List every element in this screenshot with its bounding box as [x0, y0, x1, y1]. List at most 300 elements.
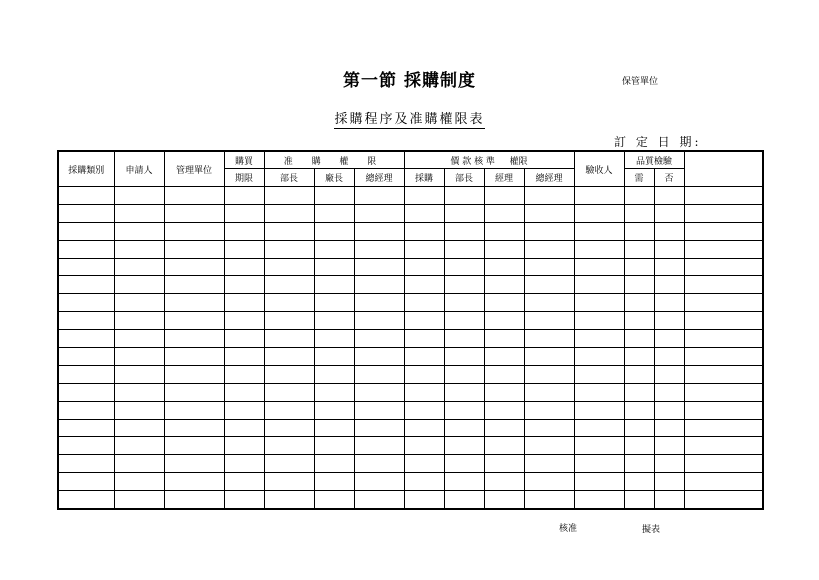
table-cell[interactable] — [524, 455, 574, 473]
table-cell[interactable] — [654, 401, 684, 419]
table-cell[interactable] — [164, 455, 224, 473]
table-cell[interactable] — [224, 437, 264, 455]
table-cell[interactable] — [524, 276, 574, 294]
table-cell[interactable] — [684, 330, 763, 348]
table-row — [58, 348, 763, 366]
table-cell[interactable] — [314, 240, 354, 258]
header-price-approval: 價 款 核 準 權限 — [404, 151, 574, 169]
table-cell[interactable] — [574, 240, 624, 258]
table-cell[interactable] — [524, 294, 574, 312]
table-cell[interactable] — [624, 258, 654, 276]
table-cell[interactable] — [58, 312, 114, 330]
table-cell[interactable] — [224, 240, 264, 258]
table-row — [58, 258, 763, 276]
table-cell[interactable] — [484, 491, 524, 509]
table-cell[interactable] — [654, 240, 684, 258]
table-cell[interactable] — [654, 383, 684, 401]
table-row — [58, 240, 763, 258]
table-row — [58, 312, 763, 330]
table-cell[interactable] — [574, 383, 624, 401]
table-cell[interactable] — [224, 294, 264, 312]
table-cell[interactable] — [684, 365, 763, 383]
table-cell[interactable] — [314, 258, 354, 276]
table-cell[interactable] — [164, 187, 224, 205]
table-cell[interactable] — [484, 348, 524, 366]
table-cell[interactable] — [624, 240, 654, 258]
table-cell[interactable] — [224, 312, 264, 330]
table-cell[interactable] — [684, 187, 763, 205]
table-cell[interactable] — [574, 419, 624, 437]
table-row — [58, 473, 763, 491]
table-cell[interactable] — [524, 437, 574, 455]
table-cell[interactable] — [224, 330, 264, 348]
table-cell[interactable] — [264, 258, 314, 276]
table-cell[interactable] — [314, 383, 354, 401]
table-cell[interactable] — [484, 383, 524, 401]
table-cell[interactable] — [314, 473, 354, 491]
table-cell[interactable] — [684, 222, 763, 240]
table-cell[interactable] — [224, 204, 264, 222]
table-cell[interactable] — [224, 383, 264, 401]
table-cell[interactable] — [354, 187, 404, 205]
table-cell[interactable] — [654, 258, 684, 276]
table-cell[interactable] — [114, 437, 164, 455]
table-cell[interactable] — [224, 491, 264, 509]
table-cell[interactable] — [58, 437, 114, 455]
table-cell[interactable] — [684, 437, 763, 455]
table-cell[interactable] — [114, 204, 164, 222]
table-cell[interactable] — [354, 312, 404, 330]
table-cell[interactable] — [164, 312, 224, 330]
table-cell[interactable] — [654, 437, 684, 455]
header-purchase-period-top: 購買 — [224, 151, 264, 169]
table-cell[interactable] — [354, 240, 404, 258]
header-price-sub: 總經理 — [524, 169, 574, 187]
table-cell[interactable] — [624, 312, 654, 330]
table-cell[interactable] — [314, 419, 354, 437]
table-cell[interactable] — [484, 473, 524, 491]
table-cell[interactable] — [404, 491, 444, 509]
table-cell[interactable] — [264, 419, 314, 437]
table-cell[interactable] — [404, 187, 444, 205]
table-cell[interactable] — [524, 240, 574, 258]
table-cell[interactable] — [164, 401, 224, 419]
table-cell[interactable] — [354, 330, 404, 348]
table-cell[interactable] — [264, 294, 314, 312]
table-cell[interactable] — [524, 419, 574, 437]
table-row — [58, 330, 763, 348]
table-cell[interactable] — [314, 312, 354, 330]
table-cell[interactable] — [624, 419, 654, 437]
table-cell[interactable] — [354, 419, 404, 437]
table-cell[interactable] — [654, 312, 684, 330]
table-cell[interactable] — [264, 365, 314, 383]
table-cell[interactable] — [484, 312, 524, 330]
table-cell[interactable] — [58, 240, 114, 258]
table-cell[interactable] — [224, 365, 264, 383]
table-cell[interactable] — [684, 383, 763, 401]
custodian-label: 保管單位 — [622, 77, 659, 87]
table-cell[interactable] — [574, 276, 624, 294]
table-cell[interactable] — [404, 312, 444, 330]
table-cell[interactable] — [684, 419, 763, 437]
header-managing-unit: 管理單位 — [164, 151, 224, 187]
table-cell[interactable] — [354, 348, 404, 366]
table-cell[interactable] — [574, 473, 624, 491]
table-cell[interactable] — [164, 330, 224, 348]
table-cell[interactable] — [444, 204, 484, 222]
table-cell[interactable] — [624, 222, 654, 240]
table-cell[interactable] — [58, 204, 114, 222]
table-cell[interactable] — [574, 258, 624, 276]
table-cell[interactable] — [684, 294, 763, 312]
table-cell[interactable] — [654, 187, 684, 205]
table-cell[interactable] — [654, 222, 684, 240]
table-cell[interactable] — [404, 276, 444, 294]
table-cell[interactable] — [624, 204, 654, 222]
table-cell[interactable] — [574, 491, 624, 509]
table-cell[interactable] — [404, 401, 444, 419]
table-cell[interactable] — [354, 383, 404, 401]
table-cell[interactable] — [164, 419, 224, 437]
table-cell[interactable] — [484, 258, 524, 276]
table-cell[interactable] — [624, 365, 654, 383]
table-cell[interactable] — [58, 222, 114, 240]
table-cell[interactable] — [654, 491, 684, 509]
table-cell[interactable] — [404, 348, 444, 366]
header-approval-sub: 廠長 — [314, 169, 354, 187]
table-cell[interactable] — [354, 473, 404, 491]
table-cell[interactable] — [354, 365, 404, 383]
table-cell[interactable] — [624, 473, 654, 491]
table-cell[interactable] — [624, 383, 654, 401]
table-cell[interactable] — [574, 437, 624, 455]
table-cell[interactable] — [264, 312, 314, 330]
table-cell[interactable] — [314, 437, 354, 455]
procurement-authority-table — [57, 150, 764, 510]
table-cell[interactable] — [114, 455, 164, 473]
table-cell[interactable] — [624, 437, 654, 455]
table-cell[interactable] — [684, 258, 763, 276]
table-cell[interactable] — [574, 365, 624, 383]
table-cell[interactable] — [58, 419, 114, 437]
table-cell[interactable] — [684, 204, 763, 222]
table-cell[interactable] — [524, 258, 574, 276]
table-cell[interactable] — [444, 330, 484, 348]
table-cell[interactable] — [314, 491, 354, 509]
table-cell[interactable] — [444, 294, 484, 312]
table-cell[interactable] — [314, 348, 354, 366]
table-cell[interactable] — [654, 276, 684, 294]
table-cell[interactable] — [114, 401, 164, 419]
table-cell[interactable] — [114, 491, 164, 509]
header-qc-sub: 需 — [624, 169, 654, 187]
table-cell[interactable] — [484, 330, 524, 348]
table-cell[interactable] — [164, 437, 224, 455]
table-cell[interactable] — [444, 240, 484, 258]
table-cell[interactable] — [684, 473, 763, 491]
table-cell[interactable] — [58, 365, 114, 383]
table-cell[interactable] — [314, 187, 354, 205]
table-cell[interactable] — [484, 419, 524, 437]
table-cell[interactable] — [58, 491, 114, 509]
table-cell[interactable] — [404, 258, 444, 276]
table-cell[interactable] — [524, 491, 574, 509]
header-approval-authority: 准 購 權 限 — [264, 151, 404, 169]
table-cell[interactable] — [354, 455, 404, 473]
table-cell[interactable] — [624, 348, 654, 366]
table-cell[interactable] — [524, 401, 574, 419]
table-cell[interactable] — [58, 294, 114, 312]
table-cell[interactable] — [58, 187, 114, 205]
table-row — [58, 455, 763, 473]
table-cell[interactable] — [524, 187, 574, 205]
table-cell[interactable] — [684, 312, 763, 330]
table-cell[interactable] — [484, 204, 524, 222]
table-cell[interactable] — [264, 473, 314, 491]
table-cell[interactable] — [444, 473, 484, 491]
table-cell[interactable] — [354, 276, 404, 294]
table-cell[interactable] — [224, 473, 264, 491]
table-cell[interactable] — [114, 240, 164, 258]
header-price-sub: 部長 — [444, 169, 484, 187]
table-cell[interactable] — [164, 222, 224, 240]
table-cell[interactable] — [444, 258, 484, 276]
table-cell[interactable] — [114, 258, 164, 276]
table-cell[interactable] — [654, 348, 684, 366]
table-cell[interactable] — [624, 276, 654, 294]
table-cell[interactable] — [524, 348, 574, 366]
table-cell[interactable] — [624, 294, 654, 312]
table-cell[interactable] — [58, 276, 114, 294]
table-cell[interactable] — [574, 294, 624, 312]
table-cell[interactable] — [114, 187, 164, 205]
table-cell[interactable] — [224, 276, 264, 294]
table-cell[interactable] — [484, 294, 524, 312]
table-cell[interactable] — [164, 204, 224, 222]
table-cell[interactable] — [114, 294, 164, 312]
table-cell[interactable] — [444, 455, 484, 473]
table-cell[interactable] — [524, 204, 574, 222]
table-cell[interactable] — [58, 473, 114, 491]
table-cell[interactable] — [654, 204, 684, 222]
table-row — [58, 204, 763, 222]
table-cell[interactable] — [484, 240, 524, 258]
table-cell[interactable] — [684, 455, 763, 473]
table-cell[interactable] — [264, 455, 314, 473]
table-cell[interactable] — [264, 401, 314, 419]
table-cell[interactable] — [314, 330, 354, 348]
table-cell[interactable] — [354, 204, 404, 222]
table-cell[interactable] — [404, 222, 444, 240]
table-cell[interactable] — [114, 222, 164, 240]
table-cell[interactable] — [684, 401, 763, 419]
table-cell[interactable] — [574, 330, 624, 348]
table-cell[interactable] — [58, 330, 114, 348]
table-cell[interactable] — [524, 222, 574, 240]
table-cell[interactable] — [264, 491, 314, 509]
table-cell[interactable] — [444, 401, 484, 419]
table-cell[interactable] — [264, 437, 314, 455]
table-cell[interactable] — [164, 294, 224, 312]
table-cell[interactable] — [264, 383, 314, 401]
table-cell[interactable] — [444, 419, 484, 437]
table-cell[interactable] — [224, 187, 264, 205]
table-cell[interactable] — [444, 187, 484, 205]
table-cell[interactable] — [484, 187, 524, 205]
table-cell[interactable] — [114, 330, 164, 348]
table-cell[interactable] — [654, 365, 684, 383]
form-subtitle — [0, 108, 819, 127]
header-quality-inspection: 品質檢驗 — [624, 151, 684, 169]
table-cell[interactable] — [264, 330, 314, 348]
table-cell[interactable] — [114, 312, 164, 330]
table-cell[interactable] — [264, 240, 314, 258]
header-approval-sub: 部長 — [264, 169, 314, 187]
table-cell[interactable] — [444, 491, 484, 509]
table-cell[interactable] — [444, 276, 484, 294]
table-cell[interactable] — [224, 258, 264, 276]
table-cell[interactable] — [314, 276, 354, 294]
table-cell[interactable] — [624, 491, 654, 509]
table-cell[interactable] — [404, 240, 444, 258]
table-cell[interactable] — [354, 222, 404, 240]
table-cell[interactable] — [114, 365, 164, 383]
table-cell[interactable] — [574, 204, 624, 222]
table-cell[interactable] — [224, 348, 264, 366]
table-cell[interactable] — [404, 437, 444, 455]
table-cell[interactable] — [484, 401, 524, 419]
table-cell[interactable] — [444, 348, 484, 366]
table-cell[interactable] — [164, 276, 224, 294]
table-cell[interactable] — [114, 419, 164, 437]
table-cell[interactable] — [164, 365, 224, 383]
table-cell[interactable] — [314, 204, 354, 222]
table-cell[interactable] — [654, 330, 684, 348]
table-cell[interactable] — [484, 455, 524, 473]
table-cell[interactable] — [654, 294, 684, 312]
table-cell[interactable] — [224, 455, 264, 473]
table-cell[interactable] — [684, 491, 763, 509]
table-cell[interactable] — [624, 187, 654, 205]
table-cell[interactable] — [264, 348, 314, 366]
table-cell[interactable] — [264, 276, 314, 294]
table-cell[interactable] — [164, 473, 224, 491]
table-cell[interactable] — [444, 365, 484, 383]
table-cell[interactable] — [404, 419, 444, 437]
table-cell[interactable] — [354, 491, 404, 509]
table-cell[interactable] — [404, 294, 444, 312]
table-cell[interactable] — [484, 437, 524, 455]
table-cell[interactable] — [314, 455, 354, 473]
table-cell[interactable] — [164, 348, 224, 366]
table-cell[interactable] — [524, 312, 574, 330]
table-cell[interactable] — [314, 365, 354, 383]
table-cell[interactable] — [314, 222, 354, 240]
table-cell[interactable] — [624, 401, 654, 419]
table-row — [58, 187, 763, 205]
table-cell[interactable] — [164, 258, 224, 276]
table-cell[interactable] — [164, 240, 224, 258]
table-cell[interactable] — [224, 222, 264, 240]
table-cell[interactable] — [114, 473, 164, 491]
table-cell[interactable] — [404, 365, 444, 383]
table-cell[interactable] — [444, 437, 484, 455]
table-cell[interactable] — [264, 187, 314, 205]
table-cell[interactable] — [484, 276, 524, 294]
table-cell[interactable] — [484, 365, 524, 383]
table-cell[interactable] — [114, 348, 164, 366]
table-cell[interactable] — [354, 258, 404, 276]
table-cell[interactable] — [58, 258, 114, 276]
table-cell[interactable] — [524, 365, 574, 383]
table-cell[interactable] — [684, 276, 763, 294]
table-cell[interactable] — [654, 455, 684, 473]
table-cell[interactable] — [224, 419, 264, 437]
header-applicant: 申請人 — [114, 151, 164, 187]
table-cell[interactable] — [404, 383, 444, 401]
table-cell[interactable] — [654, 473, 684, 491]
table-row — [58, 383, 763, 401]
table-cell[interactable] — [684, 240, 763, 258]
table-cell[interactable] — [58, 455, 114, 473]
table-cell[interactable] — [624, 330, 654, 348]
table-cell[interactable] — [264, 222, 314, 240]
table-cell[interactable] — [444, 383, 484, 401]
table-cell[interactable] — [264, 204, 314, 222]
table-cell[interactable] — [354, 401, 404, 419]
table-cell[interactable] — [524, 330, 574, 348]
table-cell[interactable] — [484, 222, 524, 240]
table-cell[interactable] — [574, 187, 624, 205]
table-cell[interactable] — [354, 437, 404, 455]
table-row — [58, 294, 763, 312]
table-cell[interactable] — [574, 348, 624, 366]
table-cell[interactable] — [574, 312, 624, 330]
table-cell[interactable] — [444, 222, 484, 240]
table-cell[interactable] — [164, 383, 224, 401]
header-purchase-period-bottom: 期限 — [224, 169, 264, 187]
table-cell[interactable] — [354, 294, 404, 312]
table-cell[interactable] — [444, 312, 484, 330]
table-cell[interactable] — [404, 204, 444, 222]
table-cell[interactable] — [624, 455, 654, 473]
table-cell[interactable] — [574, 401, 624, 419]
table-cell[interactable] — [404, 455, 444, 473]
header-price-sub: 採購 — [404, 169, 444, 187]
table-row — [58, 276, 763, 294]
table-cell[interactable] — [524, 473, 574, 491]
table-cell[interactable] — [574, 455, 624, 473]
table-cell[interactable] — [314, 294, 354, 312]
table-cell[interactable] — [224, 401, 264, 419]
table-cell[interactable] — [58, 348, 114, 366]
table-cell[interactable] — [314, 401, 354, 419]
table-cell[interactable] — [684, 348, 763, 366]
table-cell[interactable] — [574, 222, 624, 240]
table-cell[interactable] — [164, 491, 224, 509]
table-cell[interactable] — [654, 419, 684, 437]
table-cell[interactable] — [404, 330, 444, 348]
page-title: 第一節 採購制度 — [343, 71, 476, 91]
table-cell[interactable] — [404, 473, 444, 491]
table-cell[interactable] — [114, 276, 164, 294]
table-cell[interactable] — [58, 401, 114, 419]
table-cell[interactable] — [58, 383, 114, 401]
table-cell[interactable] — [114, 383, 164, 401]
header-blank — [684, 151, 763, 187]
table-cell[interactable] — [524, 383, 574, 401]
